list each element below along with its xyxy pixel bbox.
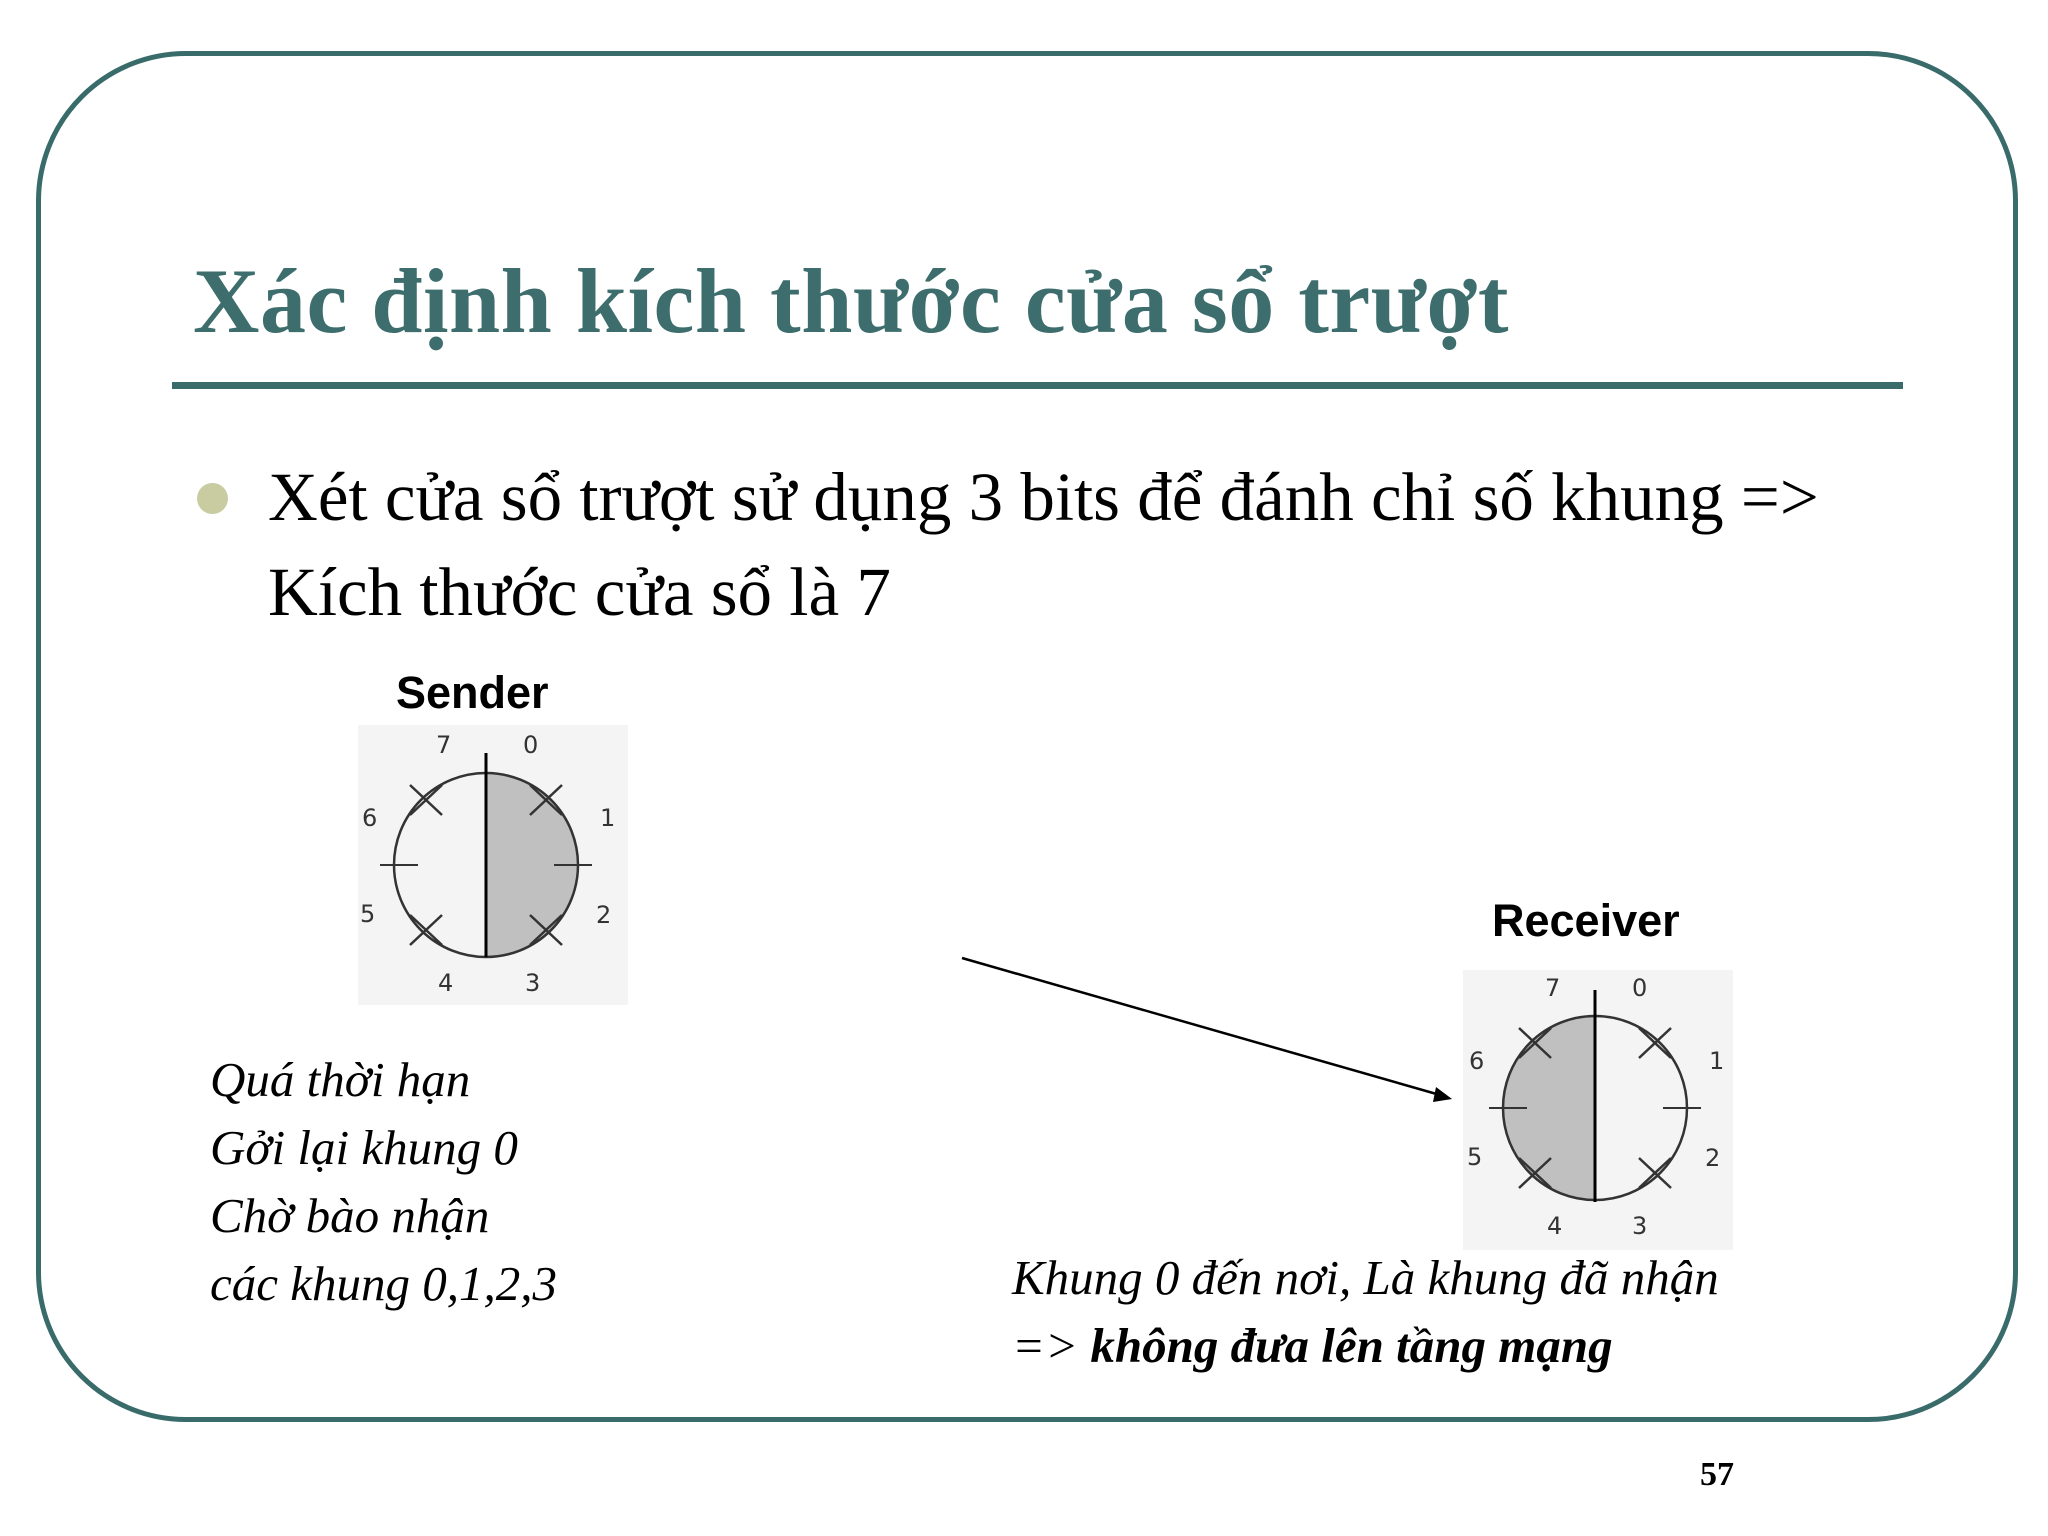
sender-label: Sender	[396, 667, 549, 718]
dial-number: 0	[523, 731, 539, 759]
arrow-head-icon	[1433, 1087, 1452, 1102]
dial-number: 1	[1709, 1047, 1725, 1075]
dial-number: 6	[1469, 1047, 1485, 1075]
dial-number: 4	[438, 969, 454, 997]
dial-number: 7	[436, 731, 452, 759]
dial-number: 5	[1467, 1143, 1483, 1171]
caption-line: Quá thời hạn	[210, 1052, 471, 1107]
caption-emphasis: không đưa lên tầng mạng	[1090, 1318, 1613, 1373]
slide-title: Xác định kích thước cửa sổ trượt	[193, 250, 1509, 352]
caption-line	[1012, 1312, 1719, 1380]
caption-prefix: =>	[1012, 1318, 1091, 1373]
dial-number: 3	[1632, 1212, 1648, 1240]
dial-number: 3	[525, 969, 541, 997]
dial-number: 6	[362, 804, 378, 832]
dial-number: 0	[1632, 974, 1648, 1002]
dial-number: 2	[596, 901, 612, 929]
dial-number: 1	[600, 804, 616, 832]
caption-line: các khung 0,1,2,3	[210, 1256, 557, 1311]
dial-number: 7	[1545, 974, 1561, 1002]
arrow-line	[962, 958, 1440, 1095]
caption-line: Khung 0 đến nơi, Là khung đã nhận	[1012, 1250, 1719, 1305]
dial-number: 4	[1547, 1212, 1563, 1240]
dial-number: 2	[1705, 1144, 1721, 1172]
page-number: 57	[1700, 1456, 1734, 1493]
caption-line: Chờ bào nhận	[210, 1188, 490, 1243]
dial-number: 5	[360, 900, 376, 928]
receiver-caption	[1012, 1244, 1719, 1380]
bullet-text: Xét cửa sổ trượt sử dụng 3 bits để đánh chỉ số khung => Kích thước cửa sổ là 7	[268, 459, 1819, 630]
receiver-window-diagram	[1455, 970, 1745, 1250]
caption-line: Gởi lại khung 0	[210, 1120, 518, 1175]
receiver-label: Receiver	[1492, 895, 1680, 946]
